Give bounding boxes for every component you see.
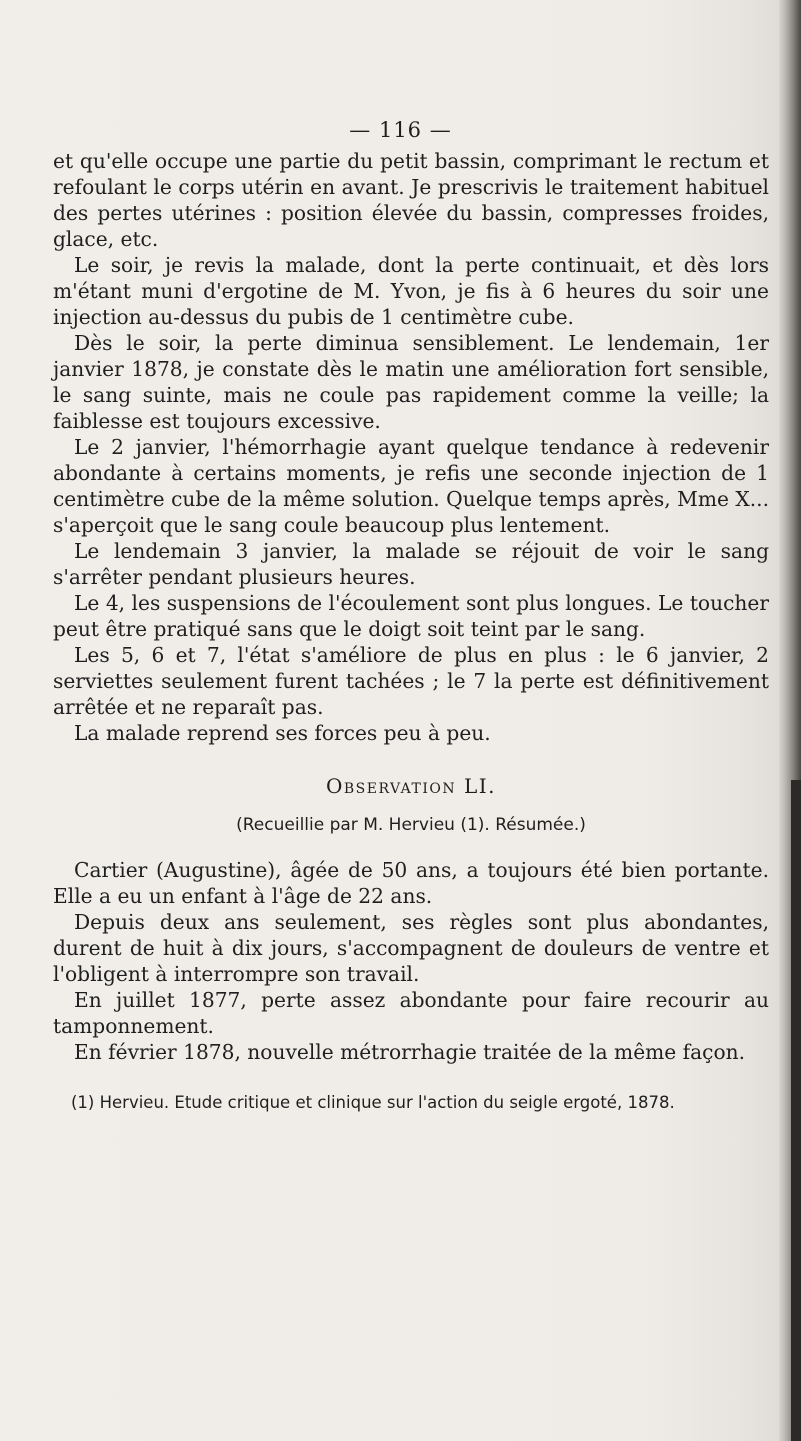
observation-title: Observation LI. bbox=[325, 774, 497, 798]
observation-source: (Recueillie par M. Hervieu (1). Résumée.) bbox=[236, 815, 586, 835]
paragraph: Depuis deux ans seulement, ses règles sont plus abondantes, durent de huit à dix jours, s'accompagnent de douleurs de ventre et l'obligent à interrompre son travail. bbox=[53, 910, 769, 986]
paragraph: La malade reprend ses forces peu à peu. bbox=[74, 721, 491, 745]
paragraph: Le 4, les suspensions de l'écoulement sont plus longues. Le toucher peut être pratiqué sans que le doigt soit teint par le sang. bbox=[53, 591, 769, 641]
paragraph: et qu'elle occupe une partie du petit bassin, comprimant le rectum et refoulant le corps utérin en avant. Je prescrivis le traitement habituel des pertes utérines : position élevée du bassin, compresses froides, glace, etc. bbox=[53, 149, 769, 251]
paragraph: Le 2 janvier, l'hémorrhagie ayant quelque tendance à redevenir abondante à certains moments, je refis une seconde injection de 1 centimètre cube de la même solution. Quelque temps après, Mme X... s'aperçoit que le sang coule beaucoup plus lentement. bbox=[53, 435, 769, 537]
footnote: (1) Hervieu. Etude critique et clinique sur l'action du seigle ergoté, 1878. bbox=[71, 1093, 675, 1112]
page-edge-dark bbox=[791, 780, 801, 1441]
paragraph: Dès le soir, la perte diminua sensiblement. Le lendemain, 1er janvier 1878, je constate dès le matin une amélioration fort sensible, le sang suinte, mais ne coule pas rapidement comme la veille; la faiblesse est toujours excessive. bbox=[53, 331, 769, 433]
paragraph: Les 5, 6 et 7, l'état s'améliore de plus en plus : le 6 janvier, 2 serviettes seulement furent tachées ; le 7 la perte est définitivement arrêtée et ne reparaît pas. bbox=[53, 643, 769, 719]
page-number: — 116 — bbox=[349, 118, 452, 142]
paragraph: Le lendemain 3 janvier, la malade se réjouit de voir le sang s'arrêter pendant plusieurs heures. bbox=[53, 539, 769, 589]
paragraph: En février 1878, nouvelle métrorrhagie traitée de la même façon. bbox=[74, 1040, 746, 1064]
paragraph: Le soir, je revis la malade, dont la perte continuait, et dès lors m'étant muni d'ergotine de M. Yvon, je fis à 6 heures du soir une injection au-dessus du pubis de 1 centimètre cube. bbox=[53, 253, 769, 329]
paragraph: En juillet 1877, perte assez abondante pour faire recourir au tamponnement. bbox=[53, 988, 769, 1038]
page-text bbox=[53, 148, 769, 1115]
paragraph: Cartier (Augustine), âgée de 50 ans, a toujours été bien portante. Elle a eu un enfant à l'âge de 22 ans. bbox=[53, 858, 769, 908]
